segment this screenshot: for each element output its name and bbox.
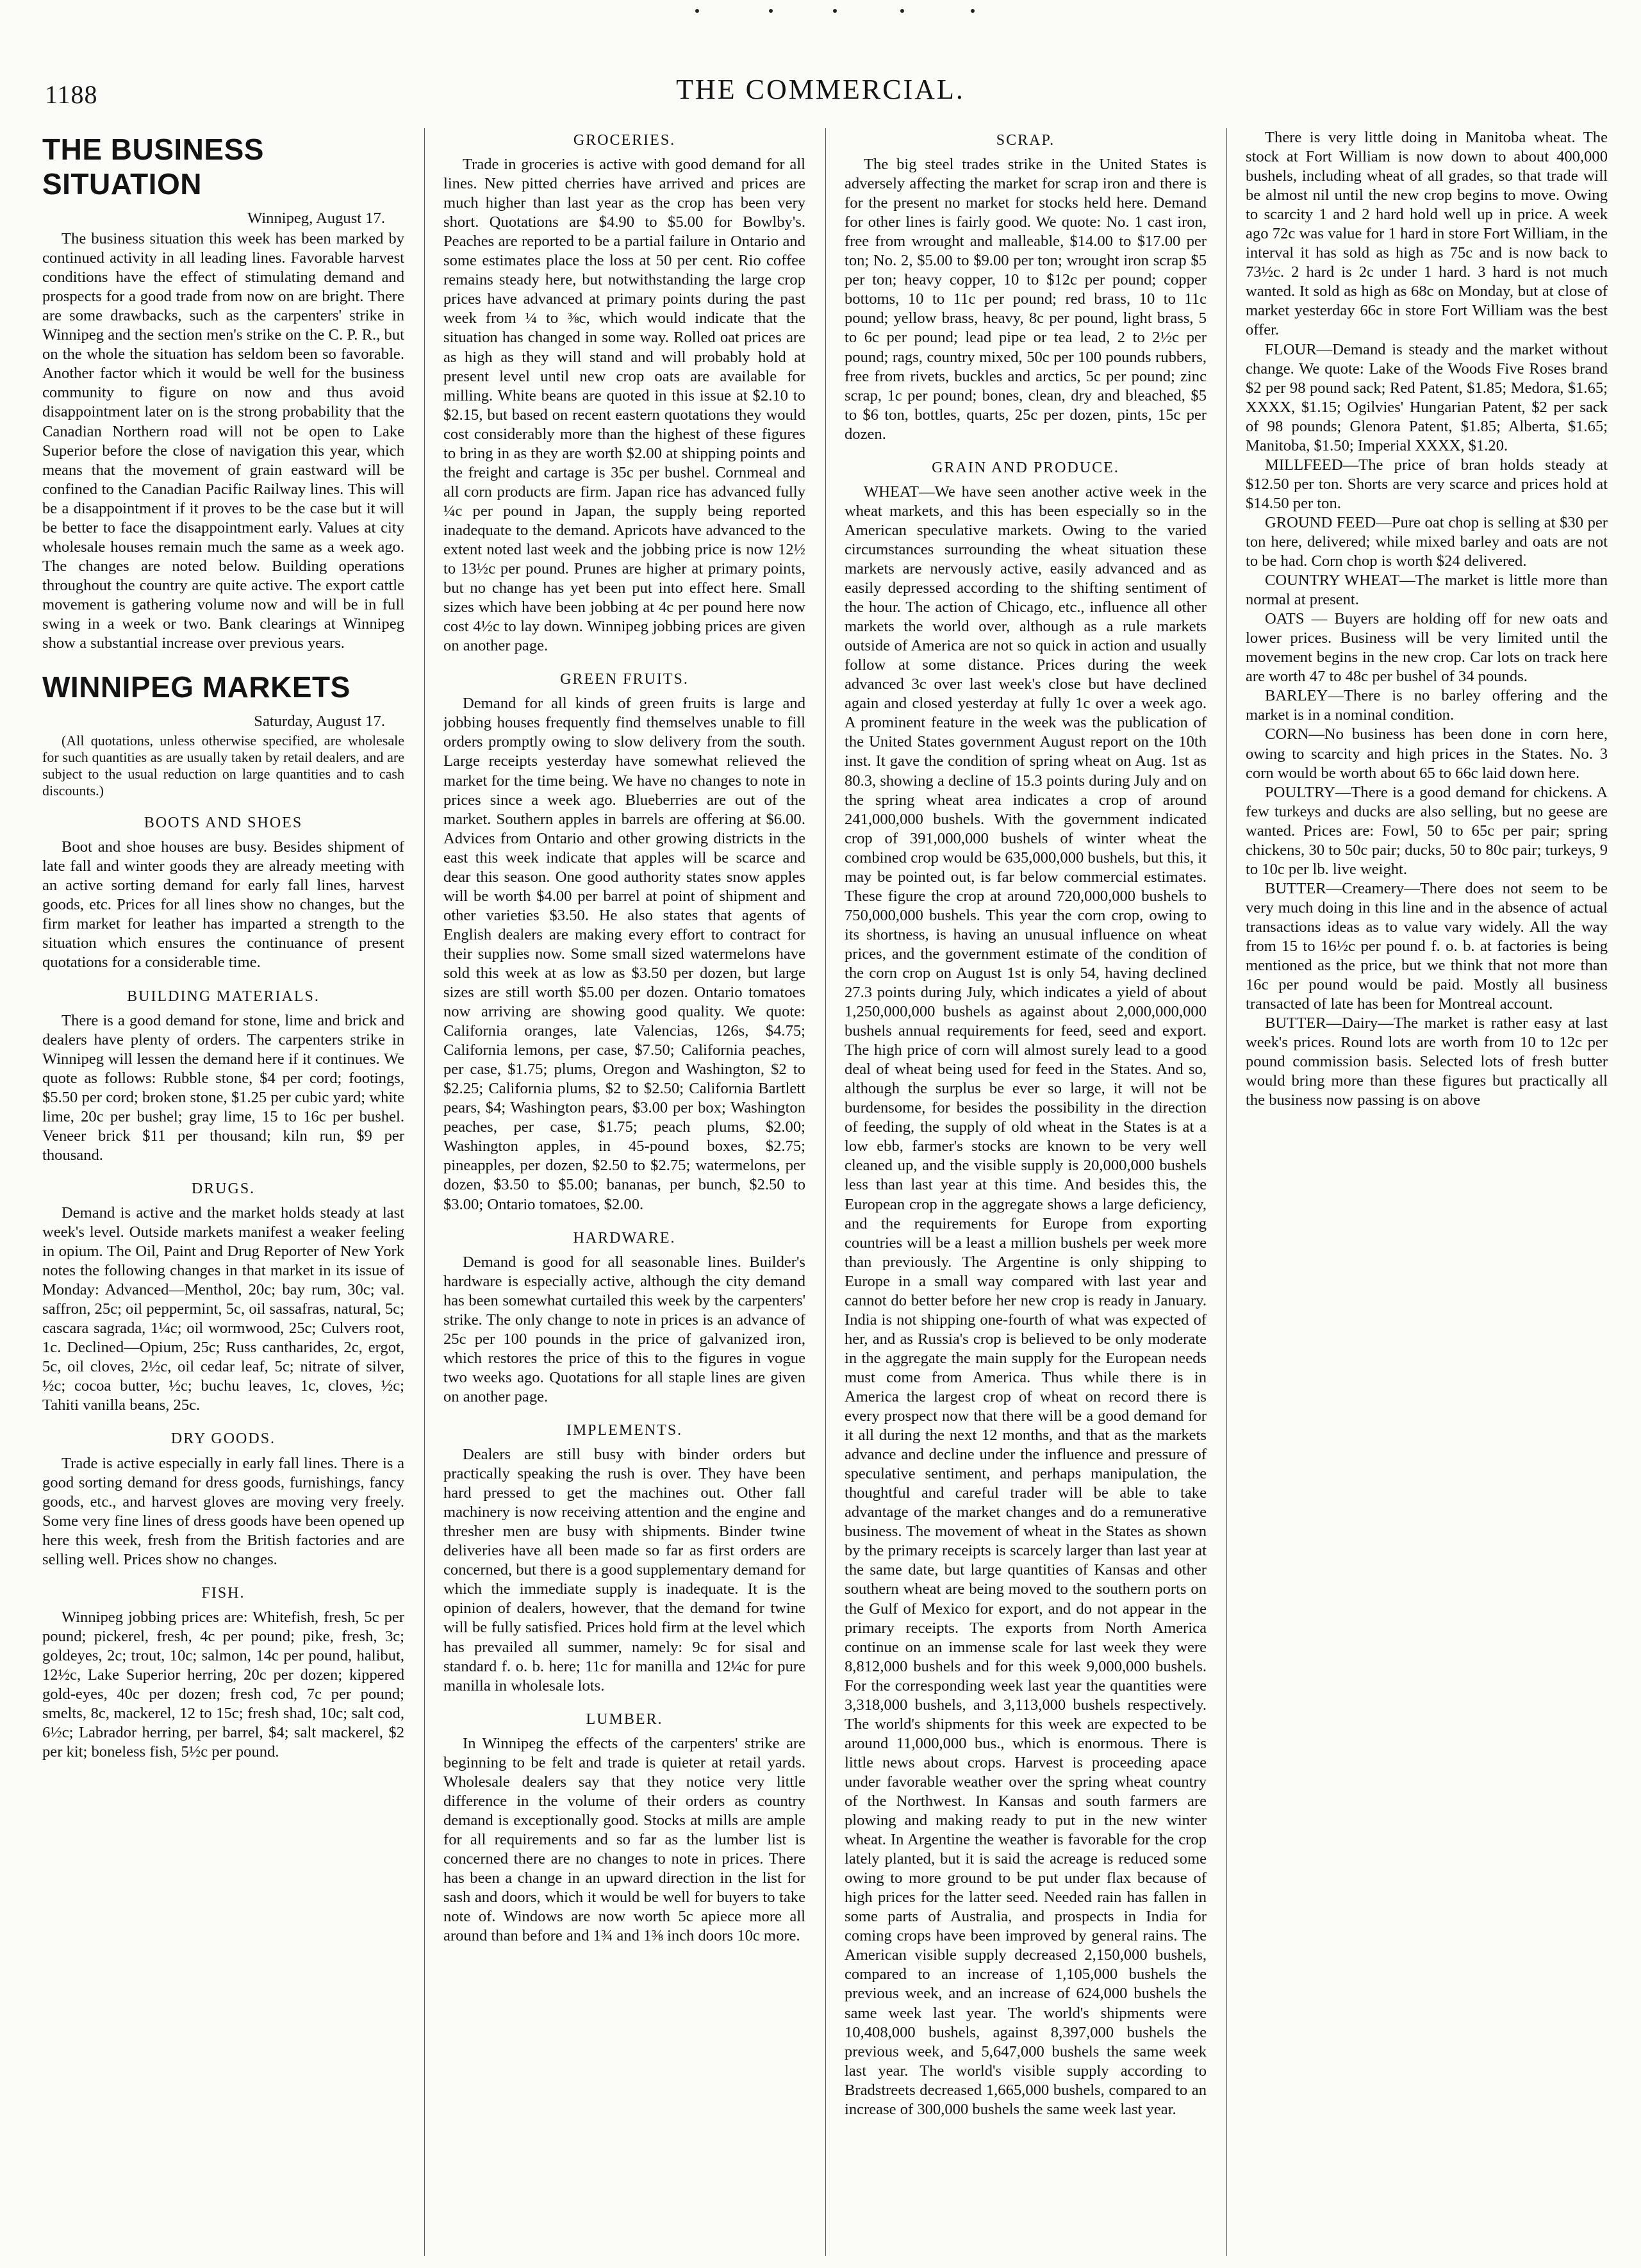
column-1 [42,128,404,2256]
boots-and-shoes-heading: BOOTS AND SHOES [144,815,303,832]
wheat-report-text: WHEAT—We have seen another active week in the wheat markets, and this has been especially so in the American speculative markets. Owing to the varied circumstances surrounding the wheat situation these markets are nervously active, easily advanced and as easily depressed according to the shifting sentiment of the hour. The action of Chicago, etc., influence all other markets the world over, although as a rule markets outside of America are not so quick in action and usually follow at some distance. Prices during the week advanced 3c over last week's close but have declined again and closed yesterday at fully 1c over a week ago. A prominent feature in the week was the publication of the United States government August report on the 10th inst. It gave the condition of spring wheat on Aug. 1st as 80.3, showing a decline of 15.3 points during July and on the spring wheat area indicates a crop of around 241,000,000 bushels. With the government indicated crop of 391,000,000 bushels of winter wheat the combined crop would be 635,000,000 bushels, but this, it may be pointed out, is far below commercial estimates. These figure the crop at around 720,000,000 bushels to 750,000,000 bushels. This year the corn crop, owing to its shortness, is having an unusual influence on wheat prices, and the government estimate of the condition of the corn crop on August 1st is only 54, having declined 27.3 points during July, which indicates a yield of about 1,250,000,000 bushels as against about 2,000,000,000 bushels annual requirements for feed, seed and export. The high price of corn will almost surely lead to a good deal of wheat being used for feed in the States. And so, although the surplus be ever so large, it will not be burdensome, for besides the possibility in the direction of feeding, the supply of old wheat in the States is at a low ebb, farmer's stocks are known to be very well cleaned up, and the visible supply is 20,000,000 bushels less than last year at this time. And besides this, the European crop in the aggregate shows a large deficiency, and the requirements for Europe from exporting countries will be a least a million bushels per week more than previously. The Argentine is only shipping to Europe in a small way compared with last year and cannot do better before her new crop is ready in January. India is not shipping one-fourth of what was expected of her, and as Russia's crop is believed to be only moderate in the aggregate the main supply for the European needs must come from America. Thus while there is in America the largest crop of wheat on record there is every prospect now that there will be a good demand for it all during the next 12 months, and that as the markets advance and decline under the influence and pressure of speculative sentiment, and perhaps manipulation, the thoughtful and careful trader will be able to take advantage of the market changes and do a remunerative business. The movement of wheat in the States as shown by the primary receipts is scarcely larger than last year at the same date, but large quantities of Kansas and other southern wheat are being moved to the southern ports on the Gulf of Mexico for export, and do not appear in the primary receipts. The exports from North America continue on an immense scale for last week they were 8,812,000 bushels and for this week 9,000,000 bushels. For the corresponding week last year the quantities were 3,318,000 bushels, and 3,113,000 bushels respectively. The world's shipments for this week are expected to be around 11,000,000 bus., which is enormous. There is little news about crops. Harvest is proceeding apace under favorable weather over the spring wheat country of the Northwest. In Kansas and south farmers are plowing and making ready to put in the new winter wheat. In Argentine the weather is favorable for the crop lately planted, but it is said the acreage is reduced some owing to more ground to be put under flax because of high prices for the latter seed. Needed rain has fallen in some parts of Australia, and prospects in India for coming crops have been improved by general rains. The American visible supply decreased 2,150,000 bushels, compared to an increase of 1,105,000 bushels the previous week, and an increase of 624,000 bushels the same week last year. The world's shipments were 10,408,000 bushels, against 8,397,000 bushels the previous week, and 5,647,000 bushels the same week last year. The world's visible supply according to Bradstreets decreased 1,665,000 bushels, compared to an increase of 300,000 bushels the same week last year. [845,483,1207,2118]
business-situation-article: The business situation this week has been marked by continued activity in all leading lines. Favorable harvest conditions have the effect of stimulating demand and prospects for a good trade from now on are bright. There are some drawbacks, such as the carpenters' strike in Winnipeg and the section men's strike on the C. P. R., but on the whole the situation has seldom been so favorable. Another factor which it would be well for the business community to figure on now and thus avoid disappointment later on is the strong probability that the Canadian Northern road will not be open to Lake Superior before the close of navigation this year, which means that the movement of grain eastward will be confined to the Canadian Pacific Railway lines. This will be a disappointment if it proves to be the case but it will be better to face the disappointment early. Values at city wholesale houses remain much the same as a week ago. The changes are noted below. Building operations throughout the country are quite active. The export cattle movement is gathering volume now and will be in full swing in a week or two. Bank clearings at Winnipeg show a substantial increase over previous years. [42,230,404,652]
header-ornament [695,4,977,19]
green-fruits-heading: GREEN FRUITS. [560,671,689,688]
column-rule [825,128,826,2256]
groceries-heading: GROCERIES. [573,132,676,149]
business-dateline: Winnipeg, August 17. [247,210,385,227]
barley-text: BARLEY—There is no barley offering and the market is in a nominal condition. [1246,687,1608,724]
hardware-text: Demand is good for all seasonable lines. Builder's hardware is especially active, although the city demand has been somewhat curtailed this week by the carpenters' strike. The only change to note in prices is an advance of 25c per 100 pounds in the price of galvanized iron, which restores the price of this to the figures in vogue two weeks ago. Quotations for all staple lines are given on another page. [443,1253,805,1405]
implements-heading: IMPLEMENTS. [566,1422,683,1439]
implements-text: Dealers are still busy with binder orders but practically speaking the rush is over. They have been hard pressed to get the machines out. Other fall machinery is now receiving attention and the engine and thresher men are busy with shipments. Binder twine deliveries have all been made so far as first orders are concerned, but there is a good supplementary demand for which the immediate supply is inadequate. It is the opinion of dealers, however, that the demand for twine will be fully satisfied. Prices hold firm at the level which has prevailed all summer, namely: 9c for sisal and standard f. o. b. here; 11c for manilla and 12¼c for pure manilla in wholesale lots. [443,1446,805,1694]
scrap-text: The big steel trades strike in the United States is adversely affecting the market for scrap iron and there is for the present no market for stocks held here. Demand for other lines is fairly good. We quote: No. 1 cast iron, free from wrought and malleable, $14.00 to $17.00 per ton; No. 2, $5.00 to $9.00 per ton; wrought iron scrap $5 per ton; heavy copper, 10 to $12c per pound; copper bottoms, 10 to 11c per pound; red brass, 10 to 11c pound; yellow brass, heavy, 8c per pound, light brass, 5 to 6c per pound; lead pipe or tea lead, 2 to 2½c per pound; rags, country mixed, 50c per 100 pounds rubbers, free from rivets, buckles and arctics, 5c per pound; zinc scrap, 1c per pound; bones, clean, dry and bleached, $5 to $6 ton, bottles, quarts, 25c per dozen, pints, 15c per dozen. [845,156,1207,443]
winnipeg-markets-heading: WINNIPEG MARKETS [42,670,350,704]
fish-text: Winnipeg jobbing prices are: Whitefish, fresh, 5c per pound; pickerel, fresh, 4c per pound; pike, fresh, 3c; goldeyes, 2c; trout, 10c; salmon, 14c per pound, halibut, 12½c, Lake Superior herring, 20c per dozen; kippered gold-eyes, 40c per dozen; fresh cod, 7c per pound; smelts, 8c, mackerel, 12 to 15c; fresh shad, 10c; salt cod, 6½c; Labrador herring, per barrel, $4; salt mackerel, $2 per kit; boneless fish, 5½c per pound. [42,1608,404,1761]
butter-creamery-text: BUTTER—Creamery—There does not seem to be very much doing in this line and in the absence of actual transactions ideas as to value vary widely. All the way from 15 to 16½c per pound f. o. b. at factories is being mentioned as the price, but we think that not more than 16c per pound would be paid. Mostly all business transacted of late has been for Montreal account. [1246,879,1608,1013]
building-materials-heading: BUILDING MATERIALS. [127,988,320,1005]
markets-dateline: Saturday, August 17. [254,713,385,731]
flour-text: FLOUR—Demand is steady and the market without change. We quote: Lake of the Woods Five Roses brand $2 per 98 pound sack; Red Patent, $1.85; Medora, $1.65; XXXX, $1.15; Ogilvies' Hungarian Patent, $2 per sack of 98 pounds; Glenora Patent, $1.85; Alberta, $1.65; Manitoba, $1.50; Imperial XXXX, $1.20. [1246,340,1608,454]
column-rule [424,128,425,2256]
quotations-note: (All quotations, unless otherwise specified, are wholesale for such quantities as are usually taken by retail dealers, and are subject to the usual reduction on large quantities and to cash discounts.) [42,733,404,799]
column-3 [845,128,1207,2256]
oats-text: OATS — Buyers are holding off for new oats and lower prices. Business will be very limited until the movement begins in the new crop. Car lots on track here are worth 47 to 48c per bushel of 34 pounds. [1246,610,1608,686]
groceries-text: Trade in groceries is active with good demand for all lines. New pitted cherries have arrived and prices are much higher than last year as the crop has been very short. Quotations are $4.90 to $5.00 for Bowlby's. Peaches are reported to be a partial failure in Ontario and some estimates place the loss at 50 per cent. Rio coffee remains steady here, but notwithstanding the large crop prices have advanced at primary points during the past week from ¼ to ⅜c, which would indicate that the situation has changed in some way. Rolled oat prices are as high as they will stand and will probably hold at present level until new crop oats are available for milling. White beans are quoted in this issue at $2.10 to $2.15, but based on recent eastern quotations they would cost considerably more than the highest of these figures to bring in as they are worth $2.00 at shipping points and the freight and cartage is 35c per bushel. Cornmeal and all corn products are firm. Japan rice has advanced fully ¼c per pound in Japan, the supply being reported inadequate to the demand. Apricots have advanced to the extent noted last week and the jobbing price is now 12½ to 13½c per pound. Prunes are higher at primary points, but no change has yet been put into effect here. Small sizes which have been jobbing at 4c per pound here now cost 4½c to lay down. Winnipeg jobbing prices are given on another page. [443,156,805,655]
scrap-heading: SCRAP. [996,132,1055,149]
column-4 [1246,128,1608,2256]
butter-dairy-text: BUTTER—Dairy—The market is rather easy at last week's prices. Round lots are worth from 10 to 12c per pound commission basis. Selected lots of fresh butter would bring more than these figures but practically all the business now passing is on above [1246,1014,1608,1109]
business-situation-heading: THE BUSINESS SITUATION [42,133,264,201]
poultry-text: POULTRY—There is a good demand for chickens. A few turkeys and ducks are also selling, but no geese are wanted. Prices are: Fowl, 50 to 65c per pair; spring chickens, 30 to 50c pair; ducks, 50 to 80c pair; turkeys, 9 to 10c per lb. live weight. [1246,783,1608,878]
column-2 [443,128,805,2256]
building-materials-text: There is a good demand for stone, lime and brick and dealers have plenty of orders. The carpenters strike in Winnipeg will lessen the demand here if it continues. We quote as follows: Rubble stone, $4 per cord; footings, $5.50 per cord; broken stone, $1.25 per cubic yard; white lime, 20c per bushel; gray lime, 15 to 16c per bushel. Veneer brick $11 per thousand; kiln run, $9 per thousand. [42,1011,404,1164]
lumber-text: In Winnipeg the effects of the carpenters' strike are beginning to be felt and trade is quieter at retail yards. Wholesale dealers say that they notice very little difference in the volume of their orders as country demand is exceptionally good. Stocks at mills are ample for all requirements and so far as the lumber list is concerned there are no changes to note in prices. There has been a change in an upward direction in the list for sash and doors, which it would be well for buyers to take note of. Windows are now worth 5c apiece more all around than before and 1¾ and 1⅜ inch doors 10c more. [443,1734,805,1945]
manitoba-wheat-text: There is very little doing in Manitoba wheat. The stock at Fort William is now down to about 400,000 bushels, including wheat of all grades, so that trade will be almost nil until the new crop begins to move. Owing to scarcity 1 and 2 hard hold well up in price. A week ago 72c was value for 1 hard in store Fort William, in the interval it has sold as high as 75c and is now back to 73½c. 2 hard is 2c under 1 hard. 3 hard is not much wanted. It sold as high as 68c on Monday, but at close of market yesterday 66c in store Fort William was the best offer. [1246,129,1608,339]
dry-goods-heading: DRY GOODS. [170,1430,276,1448]
millfeed-text: MILLFEED—The price of bran holds steady at $12.50 per ton. Shorts are very scarce and prices hold at $14.50 per ton. [1246,456,1608,512]
green-fruits-text: Demand for all kinds of green fruits is large and jobbing houses frequently find themselves unable to fill orders promptly owing to slow delivery from the south. Large receipts yesterday have somewhat relieved the market for the time being. We have no changes to note in prices since a week ago. Blueberries are out of the market. Southern apples in barrels are offering at $6.00. Advices from Ontario and other growing districts in the east this week indicate that apples will be scarce and dear this season. One good authority states snow apples will be worth $4.00 per barrel at point of shipment and other varieties $3.50. He also states that agents of English dealers are making every effort to contract for their supplies now. Some small sized watermelons have sold this week at as low as $3.50 per dozen, but large sizes are still worth $5.00 per dozen. Ontario tomatoes now arriving are showing good quality. We quote: California oranges, late Valencias, 126s, $4.75; California lemons, per case, $7.50; California peaches, per case, $1.75; plums, Oregon and Washington, $2 to $2.25; California plums, $2 to $2.50; California Bartlett pears, $4; Washington pears, $3.00 per box; Washington peaches, per case, $1.75; peach plums, $2.00; Washington apples, in 45-pound boxes, $2.75; pineapples, per dozen, $2.50 to $2.75; watermelons, per dozen, $3.50 to $5.00; bananas, per bunch, $2.50 to $3.00; Ontario tomatoes, $2.00. [443,695,805,1213]
hardware-heading: HARDWARE. [573,1229,676,1246]
lumber-heading: LUMBER. [586,1710,663,1728]
grain-and-produce-heading: GRAIN AND PRODUCE. [932,459,1119,476]
column-rule [1226,128,1227,2256]
boots-and-shoes-text: Boot and shoe houses are busy. Besides shipment of late fall and winter goods they are already meeting with an active sorting demand for early fall lines, harvest goods, etc. Prices for all lines show no changes, but the firm market for leather has imparted a strength to the situation which ensures the continuance of present quotations for a considerable time. [42,838,404,972]
corn-text: CORN—No business has been done in corn here, owing to scarcity and high prices in the States. No. 3 corn would be worth about 65 to 66c laid down here. [1246,725,1608,782]
drugs-text: Demand is active and the market holds steady at last week's level. Outside markets manifest a weaker feeling in opium. The Oil, Paint and Drug Reporter of New York notes the following changes in that market in its issue of Monday: Advanced—Menthol, 20c; bay rum, 30c; val. saffron, 25c; oil peppermint, 5c, oil sassafras, natural, 5c; cascara sagrada, 1¼c; oil wormwood, 25c; Culvers root, 1c. Declined—Opium, 25c; Russ cantharides, 2c, ergot, 5c, oil cloves, 2½c, oil cedar leaf, 5c; nitrate of silver, ½c; cocoa butter, ½c; buchu leaves, 1c, cloves, ½c; Tahiti vanilla beans, 25c. [42,1204,404,1414]
newspaper-columns [42,128,1606,2256]
country-wheat-text: COUNTRY WHEAT—The market is little more than normal at present. [1246,572,1608,609]
dry-goods-text: Trade is active especially in early fall lines. There is a good sorting demand for dress goods, furnishings, fancy goods, etc., and harvest gloves are moving very freely. Some very fine lines of dress goods have been opened up here this week, fresh from the British factories and are selling well. Prices show no changes. [42,1454,404,1568]
fish-heading: FISH. [201,1584,245,1602]
page-number: 1188 [45,80,98,109]
masthead-title: THE COMMERCIAL. [676,74,965,105]
drugs-heading: DRUGS. [191,1180,256,1197]
ground-feed-text: GROUND FEED—Pure oat chop is selling at $30 per ton here, delivered; while mixed barley and oats are not to be had. Corn chop is worth $24 delivered. [1246,513,1608,570]
